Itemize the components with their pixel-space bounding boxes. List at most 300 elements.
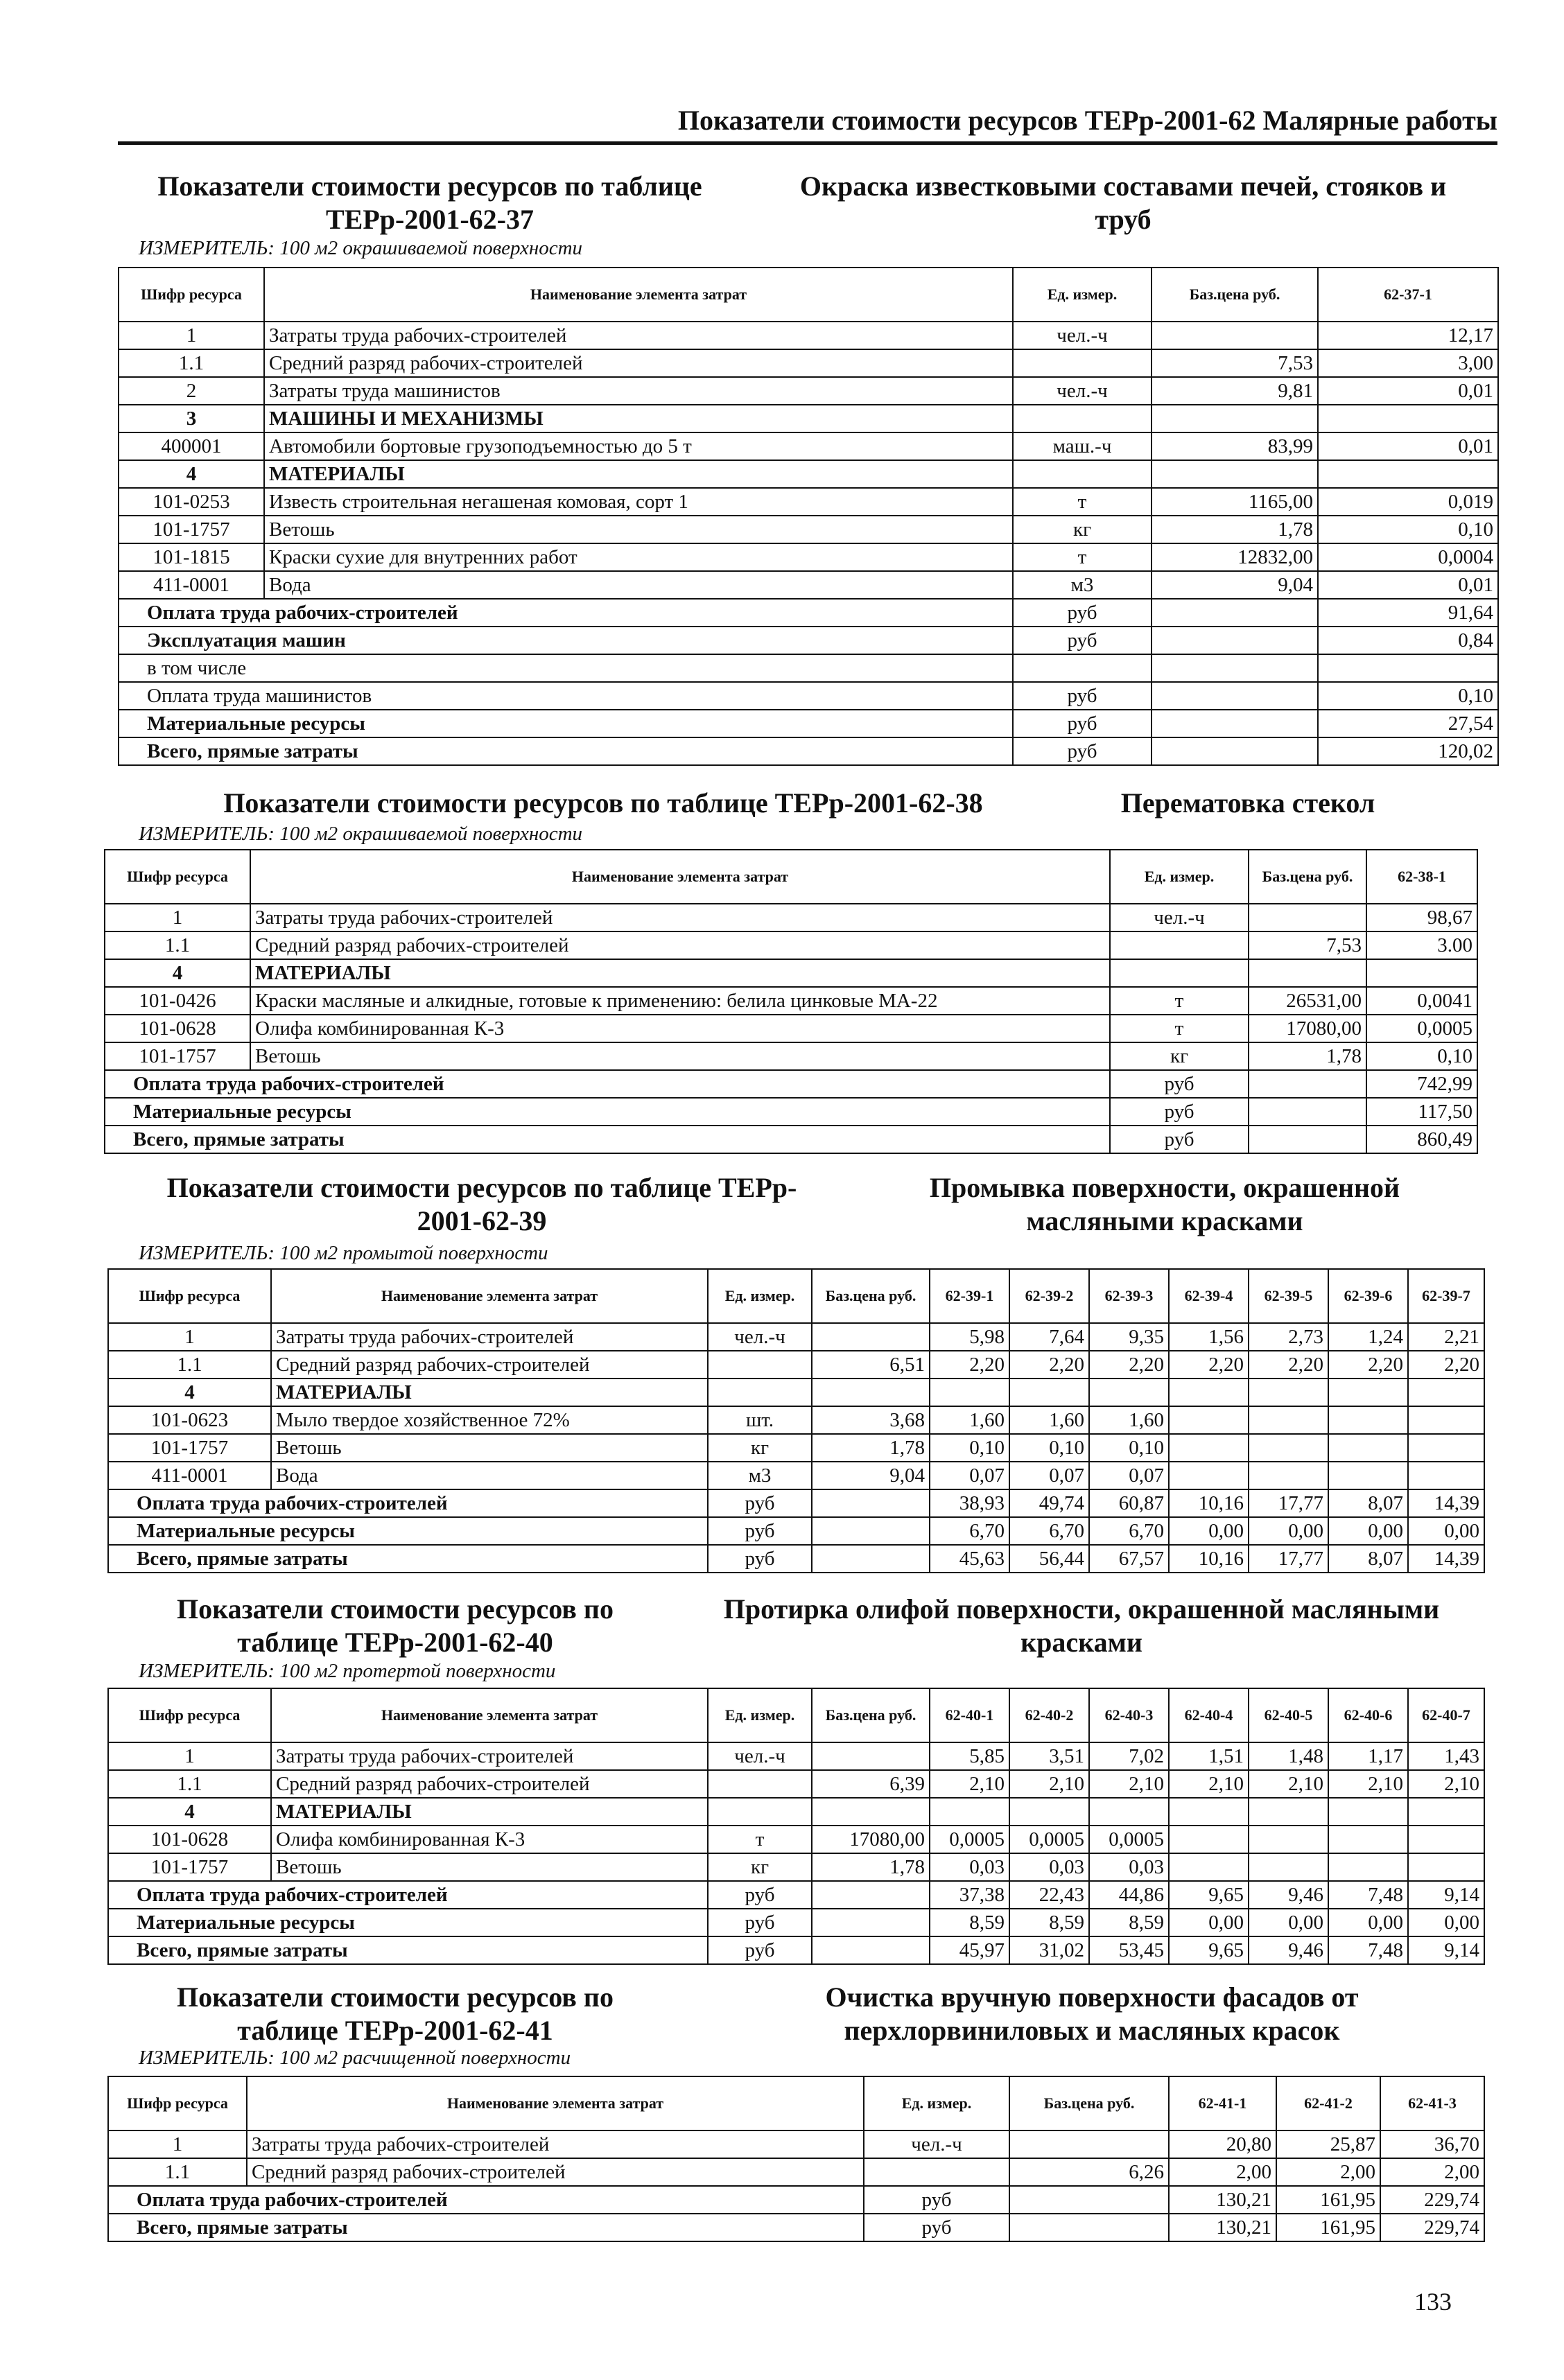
column-header: 62-40-4 [1169, 1688, 1249, 1742]
unit-cell: м3 [1013, 571, 1152, 599]
base-price-cell: 26531,00 [1249, 987, 1366, 1015]
value-cell: 8,59 [1089, 1909, 1169, 1936]
summary-label-cell: Оплата труда рабочих-строителей [108, 1489, 708, 1517]
column-header: Баз.цена руб. [812, 1269, 930, 1323]
value-cell [1328, 1434, 1408, 1462]
measure-line [139, 1660, 555, 1683]
table-row [108, 1323, 1484, 1351]
value-cell: 0,00 [1169, 1909, 1249, 1936]
value-cell: 22,43 [1009, 1881, 1089, 1909]
summary-row [119, 627, 1498, 654]
column-header: 62-39-6 [1328, 1269, 1408, 1323]
unit-cell: т [1013, 488, 1152, 516]
base-price-cell [1152, 599, 1318, 627]
resource-name-cell: Мыло твердое хозяйственное 72% [271, 1406, 708, 1434]
value-cell: 0,10 [930, 1434, 1009, 1462]
column-header: Баз.цена руб. [1009, 2076, 1169, 2130]
resource-name-cell: Олифа комбинированная К-3 [250, 1015, 1110, 1042]
resource-code-cell: 411-0001 [119, 571, 264, 599]
summary-label-cell: Оплата труда рабочих-строителей [105, 1070, 1110, 1098]
column-header: 62-40-1 [930, 1688, 1009, 1742]
value-cell: 860,49 [1366, 1126, 1477, 1153]
summary-label-cell: Материальные ресурсы [108, 1909, 708, 1936]
resource-code-cell: 101-1757 [105, 1042, 250, 1070]
value-cell: 0,01 [1318, 571, 1498, 599]
title-right-line: Окраска известковыми составами печей, стояков и [799, 170, 1447, 202]
value-cell: 1,43 [1408, 1742, 1484, 1770]
value-cell: 10,16 [1169, 1489, 1249, 1517]
value-cell: 1,24 [1328, 1323, 1408, 1351]
measure-value: 100 м2 протертой поверхности [279, 1660, 556, 1682]
summary-label-cell: Оплата труда рабочих-строителей [108, 1881, 708, 1909]
column-header: 62-39-2 [1009, 1269, 1089, 1323]
value-cell: 7,02 [1089, 1742, 1169, 1770]
summary-row [108, 1909, 1484, 1936]
value-cell: 2,10 [930, 1770, 1009, 1798]
resource-code-cell: 411-0001 [108, 1462, 271, 1489]
column-header: 62-39-1 [930, 1269, 1009, 1323]
section-title-right [686, 1593, 1477, 1659]
resource-table [118, 267, 1499, 766]
value-cell: 0,03 [930, 1853, 1009, 1881]
header-row [108, 1269, 1484, 1323]
value-cell: 49,74 [1009, 1489, 1089, 1517]
unit-cell: руб [708, 1936, 812, 1964]
summary-label-cell: Всего, прямые затраты [105, 1126, 1110, 1153]
value-cell: 45,97 [930, 1936, 1009, 1964]
base-price-cell: 12832,00 [1152, 543, 1318, 571]
summary-row [119, 682, 1498, 710]
measure-label: ИЗМЕРИТЕЛЬ: [139, 2047, 275, 2069]
base-price-cell: 9,81 [1152, 377, 1318, 405]
unit-cell [708, 1770, 812, 1798]
base-price-cell [1152, 627, 1318, 654]
summary-label-cell: Материальные ресурсы [108, 1517, 708, 1545]
resource-code-cell: 101-0628 [108, 1826, 271, 1853]
value-cell [1009, 1379, 1089, 1406]
unit-cell: чел.-ч [864, 2130, 1009, 2158]
table-row [119, 571, 1498, 599]
resource-table [107, 2076, 1485, 2242]
base-price-cell [812, 1545, 930, 1573]
column-header: 62-39-4 [1169, 1269, 1249, 1323]
value-cell: 0,00 [1408, 1909, 1484, 1936]
value-cell: 2,20 [1328, 1351, 1408, 1379]
measure-label: ИЗМЕРИТЕЛЬ: [139, 237, 275, 259]
base-price-cell [812, 1742, 930, 1770]
value-cell [930, 1379, 1009, 1406]
measure-value: 100 м2 промытой поверхности [279, 1242, 548, 1264]
table-row [108, 2158, 1484, 2186]
value-cell [1328, 1798, 1408, 1826]
value-cell: 20,80 [1169, 2130, 1276, 2158]
summary-row [105, 1126, 1477, 1153]
value-cell: 9,35 [1089, 1323, 1169, 1351]
value-cell: 6,70 [930, 1517, 1009, 1545]
summary-row [108, 1545, 1484, 1573]
base-price-cell [812, 1489, 930, 1517]
base-price-cell [1009, 2130, 1169, 2158]
unit-cell: руб [864, 2214, 1009, 2241]
table-row [108, 2130, 1484, 2158]
value-cell [1366, 959, 1477, 987]
value-cell: 7,64 [1009, 1323, 1089, 1351]
table-row [105, 904, 1477, 931]
unit-cell: руб [708, 1881, 812, 1909]
base-price-cell [1152, 654, 1318, 682]
value-cell: 31,02 [1009, 1936, 1089, 1964]
value-cell: 27,54 [1318, 710, 1498, 737]
summary-label-cell: Оплата труда рабочих-строителей [108, 2186, 864, 2214]
value-cell: 130,21 [1169, 2214, 1276, 2241]
base-price-cell [812, 1936, 930, 1964]
column-header: Ед. измер. [864, 2076, 1009, 2130]
resource-name-cell: Средний разряд рабочих-строителей [271, 1770, 708, 1798]
resource-code-cell: 4 [108, 1798, 271, 1826]
base-price-cell [1152, 322, 1318, 349]
value-cell: 1,60 [1009, 1406, 1089, 1434]
summary-row [108, 2186, 1484, 2214]
table-row [108, 1379, 1484, 1406]
column-header: Наименование элемента затрат [247, 2076, 864, 2130]
value-cell: 2,20 [1249, 1351, 1328, 1379]
title-left-line: таблице ТЕРр-2001-62-40 [237, 1627, 553, 1658]
title-right-line: Промывка поверхности, окрашенной [929, 1172, 1400, 1203]
resource-name-cell: МАШИНЫ И МЕХАНИЗМЫ [264, 405, 1013, 432]
unit-cell [1110, 931, 1249, 959]
measure-value: 100 м2 расчищенной поверхности [279, 2047, 571, 2069]
resource-table [104, 849, 1478, 1154]
value-cell: 1,60 [930, 1406, 1009, 1434]
base-price-cell: 7,53 [1152, 349, 1318, 377]
table-row [108, 1853, 1484, 1881]
resource-code-cell: 101-1757 [119, 516, 264, 543]
resource-code-cell: 1 [108, 1742, 271, 1770]
value-cell: 2,20 [1009, 1351, 1089, 1379]
unit-cell: руб [1013, 627, 1152, 654]
value-cell [1169, 1379, 1249, 1406]
value-cell: 0,07 [930, 1462, 1009, 1489]
value-cell: 7,48 [1328, 1881, 1408, 1909]
section-title-right [763, 1981, 1421, 2047]
value-cell: 8,59 [930, 1909, 1009, 1936]
base-price-cell [1009, 2214, 1169, 2241]
value-cell: 0,10 [1089, 1434, 1169, 1462]
base-price-cell [1152, 682, 1318, 710]
value-cell: 0,0005 [930, 1826, 1009, 1853]
resource-name-cell: Ветошь [271, 1434, 708, 1462]
value-cell: 5,98 [930, 1323, 1009, 1351]
unit-cell: т [708, 1826, 812, 1853]
resource-name-cell: Известь строительная негашеная комовая, сорт 1 [264, 488, 1013, 516]
unit-cell: руб [1110, 1070, 1249, 1098]
resource-code-cell: 101-1757 [108, 1434, 271, 1462]
base-price-cell [1249, 1070, 1366, 1098]
value-cell: 2,00 [1380, 2158, 1484, 2186]
column-header: Наименование элемента затрат [264, 268, 1013, 322]
summary-row [108, 1936, 1484, 1964]
title-left-line: Показатели стоимости ресурсов по [177, 1593, 614, 1625]
base-price-cell: 17080,00 [1249, 1015, 1366, 1042]
value-cell: 9,46 [1249, 1881, 1328, 1909]
value-cell: 14,39 [1408, 1545, 1484, 1573]
unit-cell [864, 2158, 1009, 2186]
summary-row [119, 710, 1498, 737]
unit-cell: кг [1013, 516, 1152, 543]
value-cell: 12,17 [1318, 322, 1498, 349]
value-cell: 0,07 [1009, 1462, 1089, 1489]
value-cell [1249, 1853, 1328, 1881]
value-cell: 117,50 [1366, 1098, 1477, 1126]
value-cell: 8,07 [1328, 1489, 1408, 1517]
title-right-line: Протирка олифой поверхности, окрашенной масляными [723, 1593, 1440, 1625]
column-header: 62-37-1 [1318, 268, 1498, 322]
title-left-line: Показатели стоимости ресурсов по таблице [157, 170, 702, 202]
base-price-cell: 1,78 [1249, 1042, 1366, 1070]
unit-cell: м3 [708, 1462, 812, 1489]
column-header: 62-39-3 [1089, 1269, 1169, 1323]
value-cell [1249, 1798, 1328, 1826]
title-left-line: ТЕРр-2001-62-37 [326, 204, 534, 235]
resource-name-cell: Затраты труда рабочих-строителей [247, 2130, 864, 2158]
unit-cell: кг [708, 1434, 812, 1462]
section-title-right [867, 1171, 1463, 1238]
value-cell: 53,45 [1089, 1936, 1169, 1964]
value-cell [1318, 654, 1498, 682]
summary-label-cell: Всего, прямые затраты [108, 1545, 708, 1573]
value-cell: 0,00 [1328, 1517, 1408, 1545]
value-cell: 9,65 [1169, 1881, 1249, 1909]
resource-code-cell: 1.1 [108, 1351, 271, 1379]
measure-value: 100 м2 окрашиваемой поверхности [279, 237, 583, 259]
value-cell [1408, 1826, 1484, 1853]
value-cell: 17,77 [1249, 1545, 1328, 1573]
column-header: 62-40-7 [1408, 1688, 1484, 1742]
column-header: 62-41-2 [1276, 2076, 1380, 2130]
table-row [105, 987, 1477, 1015]
resource-name-cell: Ветошь [264, 516, 1013, 543]
title-right-line: Очистка вручную поверхности фасадов от [825, 1981, 1359, 2013]
base-price-cell: 9,04 [812, 1462, 930, 1489]
value-cell [1169, 1434, 1249, 1462]
column-header: 62-41-3 [1380, 2076, 1484, 2130]
resource-code-cell: 400001 [119, 432, 264, 460]
value-cell: 1,48 [1249, 1742, 1328, 1770]
table-row [108, 1462, 1484, 1489]
unit-cell: маш.-ч [1013, 432, 1152, 460]
value-cell: 0,84 [1318, 627, 1498, 654]
title-left-line: Показатели стоимости ресурсов по таблице ТЕРр- [166, 1172, 797, 1203]
value-cell: 17,77 [1249, 1489, 1328, 1517]
value-cell [1169, 1826, 1249, 1853]
resource-name-cell: МАТЕРИАЛЫ [250, 959, 1110, 987]
value-cell: 0,10 [1009, 1434, 1089, 1462]
unit-cell [1013, 405, 1152, 432]
unit-cell: руб [708, 1545, 812, 1573]
column-header: Шифр ресурса [105, 850, 250, 904]
summary-row [105, 1098, 1477, 1126]
summary-label-cell: Всего, прямые затраты [108, 1936, 708, 1964]
summary-label-cell: Эксплуатация машин [119, 627, 1013, 654]
resource-name-cell: Вода [271, 1462, 708, 1489]
header-row [119, 268, 1498, 322]
section-title-right [1095, 787, 1400, 820]
value-cell [1249, 1826, 1328, 1853]
value-cell [930, 1798, 1009, 1826]
value-cell [1408, 1434, 1484, 1462]
summary-row [119, 737, 1498, 765]
value-cell: 56,44 [1009, 1545, 1089, 1573]
resource-name-cell: Средний разряд рабочих-строителей [247, 2158, 864, 2186]
unit-cell: кг [708, 1853, 812, 1881]
value-cell [1249, 1434, 1328, 1462]
value-cell: 9,14 [1408, 1881, 1484, 1909]
value-cell: 67,57 [1089, 1545, 1169, 1573]
value-cell: 130,21 [1169, 2186, 1276, 2214]
resource-name-cell: Ветошь [250, 1042, 1110, 1070]
value-cell: 0,03 [1089, 1853, 1169, 1881]
value-cell [1009, 1798, 1089, 1826]
value-cell: 9,14 [1408, 1936, 1484, 1964]
value-cell: 9,65 [1169, 1936, 1249, 1964]
column-header: Ед. измер. [1110, 850, 1249, 904]
value-cell: 0,03 [1009, 1853, 1089, 1881]
summary-label-cell: Оплата труда машинистов [119, 682, 1013, 710]
resource-code-cell: 1 [108, 1323, 271, 1351]
value-cell: 742,99 [1366, 1070, 1477, 1098]
value-cell: 5,85 [930, 1742, 1009, 1770]
unit-cell: чел.-ч [1013, 377, 1152, 405]
value-cell: 0,00 [1249, 1517, 1328, 1545]
value-cell [1249, 1462, 1328, 1489]
resource-code-cell: 1.1 [105, 931, 250, 959]
value-cell: 1,60 [1089, 1406, 1169, 1434]
resource-code-cell: 101-1815 [119, 543, 264, 571]
table-row [119, 516, 1498, 543]
resource-name-cell: Затраты труда рабочих-строителей [271, 1742, 708, 1770]
table-row [119, 322, 1498, 349]
section-title-left [118, 1593, 672, 1659]
column-header: 62-38-1 [1366, 850, 1477, 904]
value-cell: 37,38 [930, 1881, 1009, 1909]
unit-cell: руб [1013, 737, 1152, 765]
base-price-cell [1249, 959, 1366, 987]
table-row [119, 349, 1498, 377]
summary-label-cell: Материальные ресурсы [105, 1098, 1110, 1126]
value-cell [1169, 1406, 1249, 1434]
value-cell: 161,95 [1276, 2186, 1380, 2214]
summary-row [108, 1489, 1484, 1517]
value-cell [1169, 1462, 1249, 1489]
value-cell: 1,51 [1169, 1742, 1249, 1770]
value-cell: 8,59 [1009, 1909, 1089, 1936]
unit-cell: т [1110, 987, 1249, 1015]
column-header: Баз.цена руб. [1249, 850, 1366, 904]
value-cell [1318, 460, 1498, 488]
column-header: Ед. измер. [1013, 268, 1152, 322]
base-price-cell [1152, 405, 1318, 432]
resource-name-cell: Краски масляные и алкидные, готовые к применению: белила цинковые МА-22 [250, 987, 1110, 1015]
value-cell: 25,87 [1276, 2130, 1380, 2158]
summary-label-cell: в том числе [119, 654, 1013, 682]
unit-cell: кг [1110, 1042, 1249, 1070]
summary-row [119, 654, 1498, 682]
value-cell: 6,70 [1089, 1517, 1169, 1545]
value-cell: 0,10 [1318, 682, 1498, 710]
value-cell: 229,74 [1380, 2214, 1484, 2241]
measure-label: ИЗМЕРИТЕЛЬ: [139, 1242, 275, 1264]
summary-label-cell: Всего, прямые затраты [108, 2214, 864, 2241]
resource-code-cell: 2 [119, 377, 264, 405]
resource-code-cell: 4 [105, 959, 250, 987]
base-price-cell [1009, 2186, 1169, 2214]
resource-code-cell: 101-1757 [108, 1853, 271, 1881]
unit-cell: руб [708, 1909, 812, 1936]
summary-row [108, 2214, 1484, 2241]
unit-cell: т [1110, 1015, 1249, 1042]
base-price-cell: 83,99 [1152, 432, 1318, 460]
base-price-cell [812, 1798, 930, 1826]
base-price-cell: 1,78 [812, 1853, 930, 1881]
value-cell: 0,0005 [1366, 1015, 1477, 1042]
summary-label-cell: Всего, прямые затраты [119, 737, 1013, 765]
resource-code-cell: 101-0426 [105, 987, 250, 1015]
resource-code-cell: 101-0253 [119, 488, 264, 516]
unit-cell [1013, 460, 1152, 488]
base-price-cell: 1165,00 [1152, 488, 1318, 516]
unit-cell: чел.-ч [1110, 904, 1249, 931]
summary-row [119, 599, 1498, 627]
unit-cell: руб [708, 1517, 812, 1545]
column-header: 62-40-3 [1089, 1688, 1169, 1742]
table-row [119, 377, 1498, 405]
table-row [105, 1042, 1477, 1070]
column-header: 62-40-6 [1328, 1688, 1408, 1742]
base-price-cell [1152, 460, 1318, 488]
resource-name-cell: Затраты труда машинистов [264, 377, 1013, 405]
value-cell: 0,07 [1089, 1462, 1169, 1489]
base-price-cell: 17080,00 [812, 1826, 930, 1853]
value-cell: 45,63 [930, 1545, 1009, 1573]
unit-cell [708, 1798, 812, 1826]
value-cell: 2,10 [1009, 1770, 1089, 1798]
value-cell: 3,51 [1009, 1742, 1089, 1770]
resource-table [107, 1688, 1485, 1965]
resource-name-cell: Средний разряд рабочих-строителей [271, 1351, 708, 1379]
table-row [108, 1351, 1484, 1379]
section-title-left [118, 1171, 846, 1238]
value-cell: 14,39 [1408, 1489, 1484, 1517]
column-header: Ед. измер. [708, 1688, 812, 1742]
column-header: Наименование элемента затрат [271, 1269, 708, 1323]
unit-cell: шт. [708, 1406, 812, 1434]
value-cell [1249, 1379, 1328, 1406]
value-cell: 2,20 [1089, 1351, 1169, 1379]
table-row [105, 1015, 1477, 1042]
resource-code-cell: 1.1 [119, 349, 264, 377]
value-cell: 3,00 [1318, 349, 1498, 377]
value-cell: 2,10 [1408, 1770, 1484, 1798]
title-right-line: красками [1020, 1627, 1142, 1658]
resource-code-cell: 101-0628 [105, 1015, 250, 1042]
section-title-right [749, 170, 1497, 236]
value-cell [1089, 1798, 1169, 1826]
column-header: Наименование элемента затрат [250, 850, 1110, 904]
header-row [108, 2076, 1484, 2130]
base-price-cell [812, 1881, 930, 1909]
value-cell [1089, 1379, 1169, 1406]
base-price-cell: 6,39 [812, 1770, 930, 1798]
